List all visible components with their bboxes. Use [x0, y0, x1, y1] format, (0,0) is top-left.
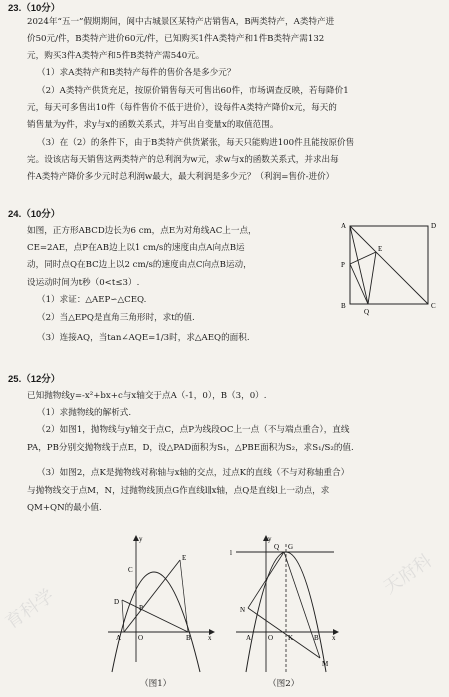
q23-line: 价50元/件，B类特产进价60元/件，已知购买1件A类特产和1件B类特产需132: [27, 34, 325, 44]
q23-line: 元，每天可多售出10件（每件售价不低于进价），设每件A类特产降价x元，每天的: [27, 103, 337, 113]
label-a: A: [341, 222, 347, 230]
fig1-label-y: y: [139, 535, 143, 543]
q25-line: （2）如图1，抛物线与y轴交于点C，点P为线段OC上一点（不与端点重合），直线: [37, 425, 350, 435]
q23-line: 件A类特产降价多少元时总利润w最大，最大利润是多少元？（利润=售价-进价）: [27, 172, 335, 182]
q24-line: CE=2AE，点P在AB边上以1 cm/s的速度由点A向点B运: [27, 243, 245, 253]
fig1-label-d: D: [114, 598, 120, 606]
fig2-label-n: N: [240, 606, 246, 614]
segment-aq: [350, 226, 368, 304]
q25-figure-1: [100, 532, 220, 680]
q25-line: QM+QN的最小值.: [27, 503, 102, 513]
q24-line: 如图，正方形ABCD边长为6 cm，点E为对角线AC上一点，: [27, 226, 257, 236]
watermark-right: 天府科: [379, 550, 437, 599]
q25-figure-2: [224, 532, 344, 680]
fig2-label-g: G: [288, 543, 294, 551]
q24-line: （2）当△EPQ是直角三角形时，求t的值.: [37, 313, 195, 323]
q24-line: 设运动时间为t秒（0<t≤3）.: [27, 278, 140, 288]
line-pb: [122, 600, 188, 632]
q25-line: PA，PB分别交抛物线于点E，D，设△PAD面积为S₁，△PBE面积为S₂，求S₁/S₂的值.: [27, 443, 354, 453]
figure-2-caption: （图2）: [268, 679, 300, 689]
figure-1-caption: （图1）: [140, 679, 172, 689]
q25-line: 已知抛物线y=-x²+bx+c与x轴交于点A（-1，0），B（3，0）.: [27, 391, 267, 401]
fig2-label-x: x: [332, 634, 336, 642]
q23-line: 完。设该店每天销售这两类特产的总利润为w元，求w与x的函数关系式，并求出每: [27, 155, 339, 165]
fig2-label-b: B: [314, 634, 319, 642]
q23-line: （2）A类特产供货充足，按原价销售每天可售出60件，市场调查反映，若每降价1: [37, 86, 349, 96]
label-c: C: [431, 302, 436, 310]
fig1-label-o: O: [138, 634, 144, 642]
q24-square-figure: [338, 218, 438, 318]
fig1-label-e: E: [182, 554, 187, 562]
q23-line: 2024年“五一”假期期间，阆中古城景区某特产店销售A，B两类特产，A类特产进: [27, 17, 335, 27]
watermark-left: 育科学: [1, 585, 59, 634]
q23-line: （3）在（2）的条件下，由于B类特产供货紧张，每天只能购进100件且能按原价售: [37, 138, 355, 148]
fig2-label-l: l: [230, 549, 232, 557]
fig1-label-p: P: [139, 604, 143, 612]
fig2-label-y: y: [268, 535, 272, 543]
fig1-label-a: A: [116, 634, 122, 642]
segment-pe: [350, 252, 376, 264]
fig1-label-c: C: [128, 566, 133, 574]
segment-qm: [284, 552, 320, 658]
diagonal-ac: [350, 226, 428, 304]
q23-line: （1）求A类特产和B类特产每件的售价各是多少元？: [37, 68, 236, 78]
q25-line: （1）求抛物线的解析式.: [37, 408, 132, 418]
fig2-label-m: M: [322, 660, 329, 668]
fig2-label-k: K: [288, 634, 294, 642]
label-p: P: [341, 261, 345, 269]
label-e: E: [378, 245, 383, 253]
fig1-label-b: B: [186, 634, 191, 642]
segment-pq: [350, 264, 368, 304]
q23-heading: 23.（10分）: [8, 3, 61, 14]
q24-line: 动，同时点Q在BC边上以2 cm/s的速度由点C向点B运动，: [27, 260, 252, 270]
line-mn: [248, 608, 320, 658]
q24-line: （1）求证：△AEP∽△CEQ.: [37, 295, 147, 305]
fig2-label-a: A: [246, 634, 252, 642]
q25-line: 与抛物线交于点M，N，过抛物线顶点G作直线l∥x轴，点Q是直线l上一动点，求: [27, 486, 330, 496]
fig2-label-q: Q: [274, 543, 280, 551]
label-b: B: [341, 302, 346, 310]
q24-heading: 24.（10分）: [8, 209, 61, 220]
q25-heading: 25.（12分）: [8, 374, 61, 385]
label-q: Q: [364, 308, 370, 316]
q25-line: （3）如图2，点K是抛物线对称轴与x轴的交点，过点K的直线（不与对称轴重合）: [37, 468, 350, 478]
q24-line: （3）连接AQ，当tan∠AQE=1/3时，求△AEQ的面积.: [37, 333, 250, 343]
fig2-label-o: O: [268, 634, 274, 642]
segment-eq: [368, 252, 376, 304]
q23-line: 销售量为y件，求y与x的函数关系式，并写出自变量x的取值范围。: [27, 120, 279, 130]
q23-line: 元，购买3件A类特产和5件B类特产需540元。: [27, 51, 205, 61]
label-d: D: [431, 222, 437, 230]
segment-be: [180, 560, 188, 632]
fig1-label-x: x: [208, 634, 212, 642]
